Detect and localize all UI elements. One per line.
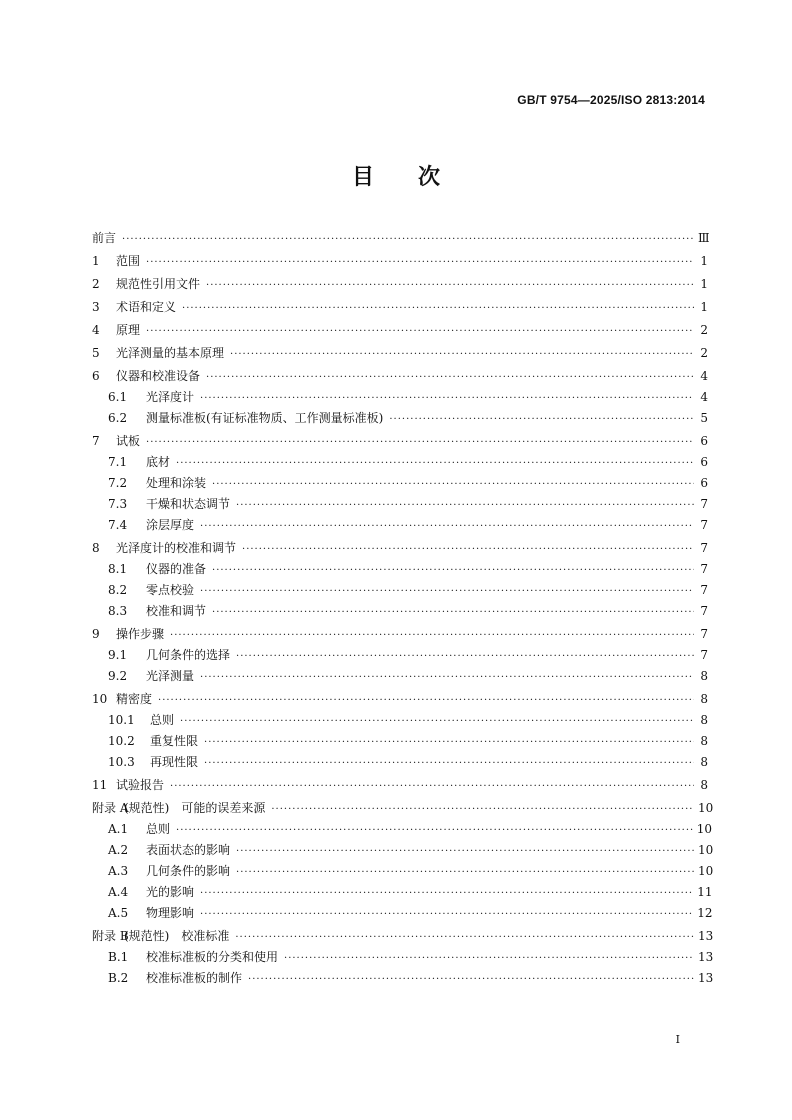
toc-entry-number: 10.2 [108,734,135,748]
toc-entry-page: 7 [700,627,708,641]
toc-entry-number: B.2 [108,971,129,985]
toc-leader-dots [248,969,694,990]
toc-entry-label: 总则 [146,822,171,836]
page-number-footer: I [675,1033,680,1046]
toc-entry[interactable] [92,343,708,364]
toc-entry-label: 校准标准板的分类和使用 [146,950,279,964]
toc-entry-label: 术语和定义 [116,300,177,314]
toc-entry-label: 仪器和校准设备 [116,369,201,383]
toc-entry-number: 8 [92,541,100,555]
toc-entry-number: 8.3 [108,604,128,618]
toc-entry-number: 7.2 [108,476,128,490]
toc-entry-label: 规范性引用文件 [116,277,201,291]
toc-entry-label: 前言 [92,231,117,245]
toc-entry-number: 10 [92,692,108,706]
standard-number-header: GB/T 9754—2025/ISO 2813:2014 [517,93,705,107]
toc-leader-dots [146,252,694,273]
toc-entry-label: 几何条件的影响 [146,864,231,878]
toc-entry-number: B.1 [108,950,129,964]
toc-entry-label: 测量标准板(有证标准物质、工作测量标准板) [146,411,384,425]
toc-entry[interactable] [92,710,708,731]
toc-entry-label: 光的影响 [146,885,195,899]
toc-entry-number: 10.3 [108,755,135,769]
toc-entry[interactable] [92,819,713,840]
toc-entry-page: 8 [700,692,708,706]
toc-leader-dots [200,581,694,602]
toc-entry[interactable] [92,947,714,968]
toc-leader-dots [212,474,694,495]
toc-entry-label: 光泽测量 [146,669,195,683]
toc-leader-dots [236,862,694,883]
toc-leader-dots [204,753,694,774]
toc-entry[interactable] [92,387,708,408]
toc-entry-page: 13 [698,950,714,964]
toc-entry[interactable] [92,228,708,249]
toc-leader-dots [206,275,694,296]
toc-entry-number: A.4 [108,885,129,899]
toc-entry[interactable] [92,431,708,452]
toc-entry-label: 仪器的准备 [146,562,207,576]
toc-entry-page: 11 [697,885,713,899]
toc-leader-dots [236,646,694,667]
toc-leader-dots [170,776,694,797]
toc-entry-number: 4 [92,323,100,337]
toc-entry[interactable] [92,366,708,387]
toc-entry[interactable] [92,882,713,903]
toc-entry-number: 7 [92,434,100,448]
toc-leader-dots [146,321,694,342]
toc-entry-label: 校准标准板的制作 [146,971,243,985]
toc-entry-label: 几何条件的选择 [146,648,231,662]
toc-entry-number: 9.1 [108,648,128,662]
toc-entry-number: 11 [92,778,108,792]
toc-leader-dots [182,298,694,319]
toc-entry[interactable] [92,601,708,622]
toc-entry-page: 12 [697,906,713,920]
toc-entry-label: 试验报告 [116,778,165,792]
toc-entry-number: A.5 [108,906,129,920]
toc-leader-dots [180,711,694,732]
toc-entry-number: 6.2 [108,411,128,425]
toc-leader-dots [200,883,693,904]
toc-entry-page: 7 [700,648,708,662]
toc-leader-dots [212,602,694,623]
toc-entry-page: 8 [700,734,708,748]
toc-entry-page: 7 [700,604,708,618]
toc-entry-number: 7.3 [108,497,128,511]
toc-leader-dots [206,367,694,388]
toc-entry-number: 6 [92,369,100,383]
toc-entry-page: 1 [700,300,708,314]
toc-entry-page: 4 [700,369,708,383]
toc-leader-dots [204,732,694,753]
toc-entry-page: 1 [700,277,708,291]
toc-entry-number: A.1 [108,822,129,836]
toc-entry-page: 10 [698,864,714,878]
toc-entry-page: 13 [698,971,714,985]
toc-entry-label: 再现性限 [150,755,199,769]
toc-entry-label: 干燥和状态调节 [146,497,231,511]
toc-entry-number: 7.1 [108,455,128,469]
toc-entry-number: 5 [92,346,100,360]
toc-leader-dots [200,667,694,688]
toc-entry-number: 附录 A [92,801,129,815]
toc-entry-number: 6.1 [108,390,128,404]
toc-leader-dots [284,948,694,969]
toc-entry-page: 10 [698,801,714,815]
toc-entry[interactable] [92,645,708,666]
toc-entry-page: 7 [700,562,708,576]
toc-entry[interactable] [92,624,708,645]
toc-leader-dots [176,453,694,474]
toc-leader-dots [389,409,694,430]
toc-entry-page: 10 [696,822,713,836]
toc-entry-label: 重复性限 [150,734,199,748]
toc-leader-dots [235,927,694,948]
toc-leader-dots [122,229,694,250]
toc-entry-number: 2 [92,277,100,291]
toc-leader-dots [236,495,694,516]
toc-entry-number: 8.1 [108,562,128,576]
toc-entry-number: 3 [92,300,100,314]
toc-entry-number: 7.4 [108,518,128,532]
toc-entry-number: 9 [92,627,100,641]
toc-entry-label: 物理影响 [146,906,195,920]
toc-entry-page: 2 [700,346,708,360]
toc-entry[interactable] [92,473,708,494]
toc-entry-page: 7 [700,583,708,597]
toc-entry-label: 范围 [116,254,141,268]
toc-entry-label: 操作步骤 [116,627,165,641]
toc-entry-label: 表面状态的影响 [146,843,231,857]
toc-leader-dots [176,820,693,841]
toc-entry-label: (规范性) 可能的误差来源 [124,801,266,815]
toc-entry-label: 光泽测量的基本原理 [116,346,225,360]
toc-entry-label: 底材 [146,455,171,469]
toc-entry-page: 8 [700,669,708,683]
toc-entry-number: A.2 [108,843,129,857]
toc-entry-number: A.3 [108,864,129,878]
toc-entry[interactable] [92,452,708,473]
toc-entry-label: 光泽度计 [146,390,195,404]
toc-entry[interactable] [92,926,714,947]
toc-leader-dots [271,799,694,820]
toc-leader-dots [158,690,694,711]
toc-entry-page: Ⅲ [698,231,710,245]
toc-entry-label: 试板 [116,434,141,448]
toc-entry-label: 原理 [116,323,141,337]
toc-entry[interactable] [92,559,708,580]
toc-entry[interactable] [92,320,708,341]
toc-leader-dots [212,560,694,581]
toc-entry-label: 处理和涂装 [146,476,207,490]
toc-entry-page: 6 [700,434,708,448]
toc-leader-dots [170,625,694,646]
toc-entry-page: 8 [700,755,708,769]
toc-entry[interactable] [92,297,708,318]
toc-entry-page: 6 [700,476,708,490]
toc-entry-page: 4 [700,390,708,404]
toc-entry[interactable] [92,515,708,536]
toc-entry-page: 6 [700,455,708,469]
toc-entry-page: 1 [700,254,708,268]
toc-entry-page: 7 [700,541,708,555]
toc-entry-number: 8.2 [108,583,128,597]
toc-entry-label: (规范性) 校准标准 [124,929,230,943]
toc-entry[interactable] [92,861,714,882]
toc-entry-page: 7 [700,497,708,511]
toc-entry[interactable] [92,840,714,861]
toc-entry[interactable] [92,408,708,429]
toc-entry-label: 涂层厚度 [146,518,195,532]
toc-entry-page: 8 [700,778,708,792]
toc-entry[interactable] [92,752,708,773]
toc-entry[interactable] [92,968,714,989]
toc-entry-number: 1 [92,254,100,268]
toc-entry-page: 7 [700,518,708,532]
toc-entry-page: 13 [698,929,714,943]
toc-entry-label: 光泽度计的校准和调节 [116,541,237,555]
toc-entry[interactable] [92,666,708,687]
toc-leader-dots [230,344,694,365]
toc-entry-label: 精密度 [116,692,153,706]
toc-entry[interactable] [92,274,708,295]
toc-entry[interactable] [92,798,714,819]
toc-entry-page: 10 [698,843,714,857]
toc-leader-dots [146,432,694,453]
toc-entry-label: 总则 [150,713,175,727]
toc-entry-label: 校准和调节 [146,604,207,618]
toc-entry-page: 2 [700,323,708,337]
toc-entry[interactable] [92,731,708,752]
toc-leader-dots [200,904,693,925]
toc-leader-dots [200,516,694,537]
toc-entry[interactable] [92,903,713,924]
toc-entry-page: 5 [700,411,708,425]
toc-entry-number: 9.2 [108,669,128,683]
toc-entry-label: 零点校验 [146,583,195,597]
toc-entry[interactable] [92,494,708,515]
toc-entry[interactable] [92,251,708,272]
toc-entry[interactable] [92,689,708,710]
toc-entry[interactable] [92,775,708,796]
toc-entry[interactable] [92,580,708,601]
toc-entry-number: 10.1 [108,713,135,727]
toc-leader-dots [242,539,694,560]
table-of-contents [92,226,714,989]
toc-entry-number: 附录 B [92,929,129,943]
toc-entry-page: 8 [700,713,708,727]
toc-title: 目 次 [351,165,440,190]
toc-entry[interactable] [92,538,708,559]
toc-leader-dots [236,841,694,862]
toc-leader-dots [200,388,694,409]
